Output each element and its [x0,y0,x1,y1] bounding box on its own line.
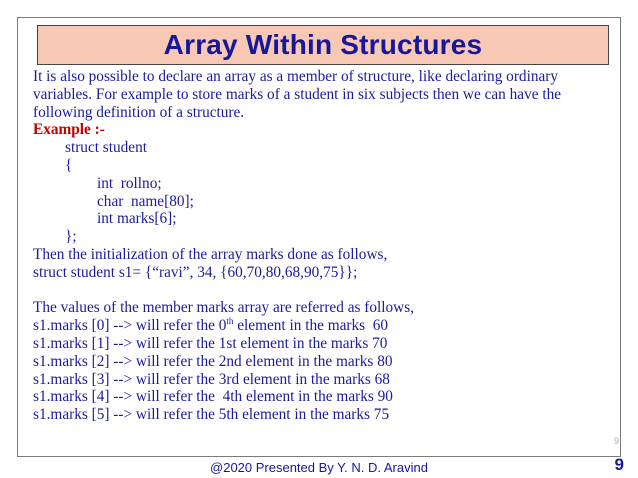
ref-line: s1.marks [3] --> will refer the 3rd element in the marks 68 [33,370,390,388]
ref-line: s1.marks [1] --> will refer the 1st element in the marks 70 [33,334,388,352]
ref-line [33,317,613,335]
slide-number-small: 9 [613,436,619,446]
ref-superscript: th [226,316,234,327]
ref-text: s1.marks [0] --> will refer the 0 [33,317,227,335]
footer-text: @2020 Presented By Y. N. D. Aravind [210,460,428,475]
slide-title: Array Within Structures [163,29,483,60]
title-box [37,25,609,65]
code-struct-line: struct student [65,139,147,157]
ref-line: s1.marks [4] --> will refer the 4th element in the marks 90 [33,388,393,406]
intro-line: It is also possible to declare an array as a member of structure, like declaring ordinary [33,68,558,85]
ref-line: s1.marks [5] --> will refer the 5th element in the marks 75 [33,406,390,424]
ref-text: element in the marks 60 [233,317,389,335]
refs-intro: The values of the member marks array are referred as follows, [33,299,414,317]
example-label: Example :- [33,121,105,139]
code-member: int marks[6]; [97,210,177,228]
code-member: int rollno; [97,174,162,192]
slide-body [33,68,613,424]
code-member: char name[80]; [97,192,194,210]
slide-number: 9 [614,455,624,474]
intro-line: following definition of a structure. [33,103,245,121]
init-line: struct student s1= {“ravi”, 34, {60,70,80,68,90,75}}; [33,263,358,281]
code-open-brace: { [65,156,73,174]
ref-line: s1.marks [2] --> will refer the 2nd element in the marks 80 [33,352,393,370]
code-close-brace: }; [65,228,77,246]
intro-line: variables. For example to store marks of a student in six subjects then we can have the [33,85,562,103]
init-line: Then the initialization of the array marks done as follows, [33,245,388,263]
blank-line [33,282,613,300]
